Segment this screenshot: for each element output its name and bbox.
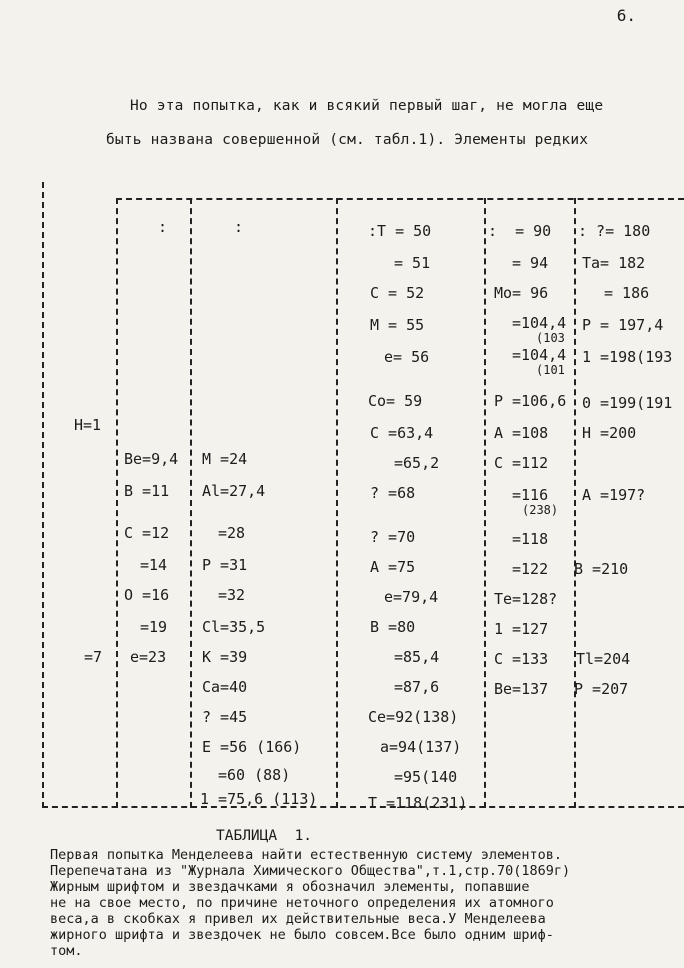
table-cell: C =12 [124, 524, 170, 542]
table-cell: ? =45 [202, 708, 248, 726]
table-cell: =104,4 [512, 346, 567, 364]
table-caption-title: ТАБЛИЦА 1. [216, 828, 313, 844]
table-cell: B =210 [574, 560, 629, 578]
table-cell: 0 =199(191 [582, 394, 673, 412]
table-cell: C =63,4 [370, 424, 434, 442]
table-cell: A =75 [370, 558, 416, 576]
table-cell: = 94 [512, 254, 549, 272]
table-cell: B =11 [124, 482, 170, 500]
table-cell: : ?= 180 [578, 222, 651, 240]
table-cell: H =200 [582, 424, 637, 442]
table-cell: Ca=40 [202, 678, 248, 696]
table-cell: Mo= 96 [494, 284, 549, 302]
table-cell: =104,4 [512, 314, 567, 332]
table-cell: H=1 [74, 416, 102, 434]
caption-line: Жирным шрифтом и звездачками я обозначил элементы, попавшие [50, 879, 530, 895]
table-cell: A =197? [582, 486, 646, 504]
table-cell: :T = 50 [368, 222, 432, 240]
table-border-bottom [42, 806, 684, 808]
table-cell: M =24 [202, 450, 248, 468]
table-cell: ? =70 [370, 528, 416, 546]
table-cell: A =108 [494, 424, 549, 442]
caption-line: жирного шрифта и звездочек не было совсем.Все было одним шриф- [50, 927, 554, 943]
table-cell: C =133 [494, 650, 549, 668]
table-cell: P =106,6 [494, 392, 567, 410]
table-cell: Cl=35,5 [202, 618, 266, 636]
table-cell: =118 [512, 530, 549, 548]
table-cell: K =39 [202, 648, 248, 666]
table-cell: =116 [512, 486, 549, 504]
table-cell: M = 55 [370, 316, 425, 334]
table-cell: Co= 59 [368, 392, 423, 410]
table-cell: C =112 [494, 454, 549, 472]
table-cell: ? =68 [370, 484, 416, 502]
table-cell: (238) [522, 503, 559, 517]
column-divider-4 [484, 198, 486, 808]
table-cell: : = 90 [488, 222, 552, 240]
table-cell: Al=27,4 [202, 482, 266, 500]
column-divider-3 [336, 198, 338, 808]
table-cell: Ce=92(138) [368, 708, 459, 726]
table-cell: a=94(137) [380, 738, 462, 756]
caption-line: Перепечатана из "Журнала Химического Общества",т.1,стр.70(1869г) [50, 863, 571, 879]
table-cell: C = 52 [370, 284, 425, 302]
table-cell: Be=137 [494, 680, 549, 698]
table-cell: e= 56 [384, 348, 430, 366]
table-border-top [116, 198, 684, 200]
table-cell: 1 =127 [494, 620, 549, 638]
column-divider-5 [574, 198, 576, 808]
table-cell: e=79,4 [384, 588, 439, 606]
page-number: 6. [616, 6, 636, 25]
table-cell: Ta= 182 [582, 254, 646, 272]
caption-line: не на свое место, по причине неточного определения их атомного [50, 895, 554, 911]
table-cell: =95(140 [394, 768, 458, 786]
intro-line-2: быть названа совершенной (см. табл.1). Элементы редких [106, 132, 589, 148]
table-cell: 1 =75,6 (113) [200, 790, 318, 808]
table-cell: = 51 [394, 254, 431, 272]
table-cell: E =56 (166) [202, 738, 302, 756]
table-cell: Tl=204 [576, 650, 631, 668]
table-cell: =32 [218, 586, 246, 604]
column-divider-2 [190, 198, 192, 808]
table-cell: T =118(231) [368, 794, 468, 812]
table-cell: O =16 [124, 586, 170, 604]
table-cell: Be=9,4 [124, 450, 179, 468]
table-cell: : [158, 218, 168, 236]
table-cell: =65,2 [394, 454, 440, 472]
caption-line: Первая попытка Менделеева найти естественную систему элементов. [50, 847, 563, 863]
table-cell: Te=128? [494, 590, 558, 608]
table-cell: (103 [536, 331, 565, 345]
caption-line: том. [50, 943, 83, 959]
table-cell: =87,6 [394, 678, 440, 696]
caption-line: веса,а в скобках я привел их действительные веса.У Менделеева [50, 911, 546, 927]
table-cell: =122 [512, 560, 549, 578]
table-border-left [42, 182, 44, 808]
table-cell: e=23 [130, 648, 167, 666]
table-cell: =7 [84, 648, 103, 666]
table-cell: =14 [140, 556, 168, 574]
column-divider-1 [116, 198, 118, 808]
table-cell: =60 (88) [218, 766, 291, 784]
table-cell: P =207 [574, 680, 629, 698]
table-cell: : [234, 218, 244, 236]
table-cell: P = 197,4 [582, 316, 664, 334]
intro-line-1: Но эта попытка, как и всякий первый шаг, не могла еще [130, 98, 604, 114]
table-cell: 1 =198(193 [582, 348, 673, 366]
table-cell: =85,4 [394, 648, 440, 666]
table-cell: (101 [536, 363, 565, 377]
table-cell: =19 [140, 618, 168, 636]
table-cell: B =80 [370, 618, 416, 636]
table-cell: = 186 [604, 284, 650, 302]
table-cell: P =31 [202, 556, 248, 574]
table-cell: =28 [218, 524, 246, 542]
